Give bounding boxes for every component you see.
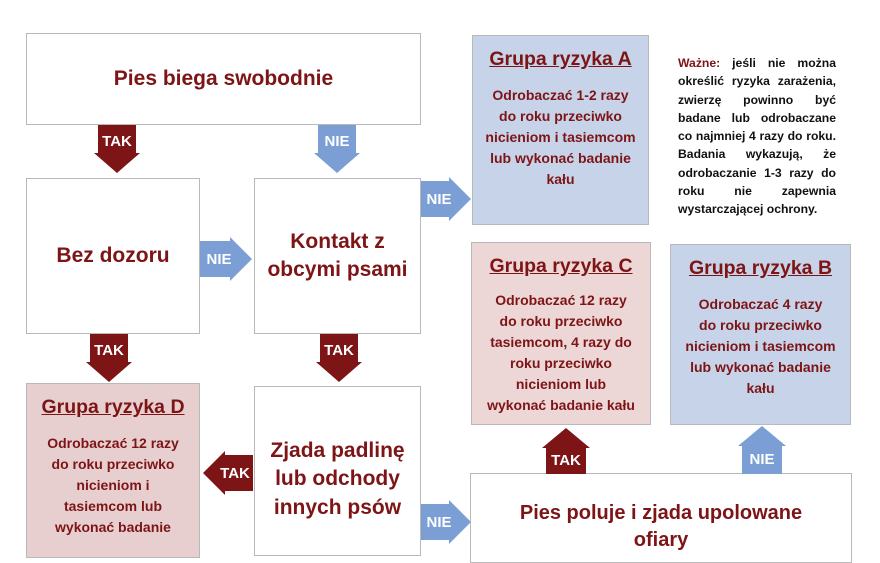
arrow-down-yes-2 (86, 334, 132, 382)
arrow-label: NIE (206, 250, 232, 268)
node-label: Pies poluje i zjada upolowane ofiary (519, 502, 803, 551)
node-unattended (26, 178, 200, 334)
arrow-down-yes-3 (316, 334, 362, 382)
node-label: Kontakt z obcymi psami (267, 229, 408, 281)
node-label: Zjada padlinę lub odchody innych psów (270, 439, 405, 519)
arrow-down-yes-1 (94, 125, 140, 173)
risk-group-body: Odrobaczać 12 razy do roku przeciwko nicieniom i tasiemcom lub wykonać badanie (47, 435, 179, 535)
arrow-label: NIE (749, 450, 775, 468)
node-label: Pies biega swobodnie (113, 66, 334, 90)
note-text: jeśli nie można określić ryzyka zarażenia, zwierzę powinno być badane lub odrobaczane co najmniej 4 razy do roku. Badania wykazują, że odrobaczanie 1-3 razy do roku nie zapewnia wystarczającej ochrony. (678, 56, 836, 217)
risk-group-b (670, 244, 851, 425)
arrow-right-no-1 (200, 237, 252, 281)
arrow-up-no (738, 426, 786, 474)
node-hunts-prey (470, 473, 852, 563)
risk-group-title: Grupa ryzyka D (41, 396, 185, 418)
node-contact-other-dogs (254, 178, 421, 334)
arrow-label: NIE (426, 190, 452, 208)
arrow-label: TAK (324, 341, 354, 359)
arrow-label: TAK (94, 341, 124, 359)
risk-group-a (472, 35, 649, 225)
arrow-right-no-2 (421, 177, 471, 221)
arrow-label: TAK (551, 451, 581, 469)
risk-group-d (26, 383, 200, 558)
arrow-down-no-1 (314, 125, 360, 173)
risk-group-body: Odrobaczać 4 razy do roku przeciwko nicieniom i tasiemcom lub wykonać badanie kału (685, 296, 836, 396)
arrow-right-no-3 (421, 500, 471, 544)
arrow-up-yes (542, 428, 590, 474)
node-eats-carrion (254, 386, 421, 556)
risk-group-c (471, 242, 651, 425)
risk-group-body: Odrobaczać 12 razy do roku przeciwko tasiemcom, 4 razy do roku przeciwko nicieniom lub wykonać badanie kału (487, 292, 635, 413)
risk-group-title: Grupa ryzyka A (489, 48, 632, 70)
arrow-label: NIE (426, 513, 452, 531)
risk-group-title: Grupa ryzyka C (489, 255, 633, 277)
risk-group-body: Odrobaczać 1-2 razy do roku przeciwko nicieniom i tasiemcom lub wykonać badanie kału (485, 87, 636, 187)
risk-group-title: Grupa ryzyka B (688, 257, 833, 279)
note-key: Ważne: (678, 56, 721, 70)
arrow-left-yes (203, 451, 253, 495)
arrow-label: TAK (102, 132, 132, 150)
arrow-label: TAK (220, 464, 250, 482)
important-note (678, 54, 836, 219)
node-label: Bez dozoru (56, 243, 170, 267)
node-free-running (26, 33, 421, 125)
arrow-label: NIE (324, 132, 350, 150)
